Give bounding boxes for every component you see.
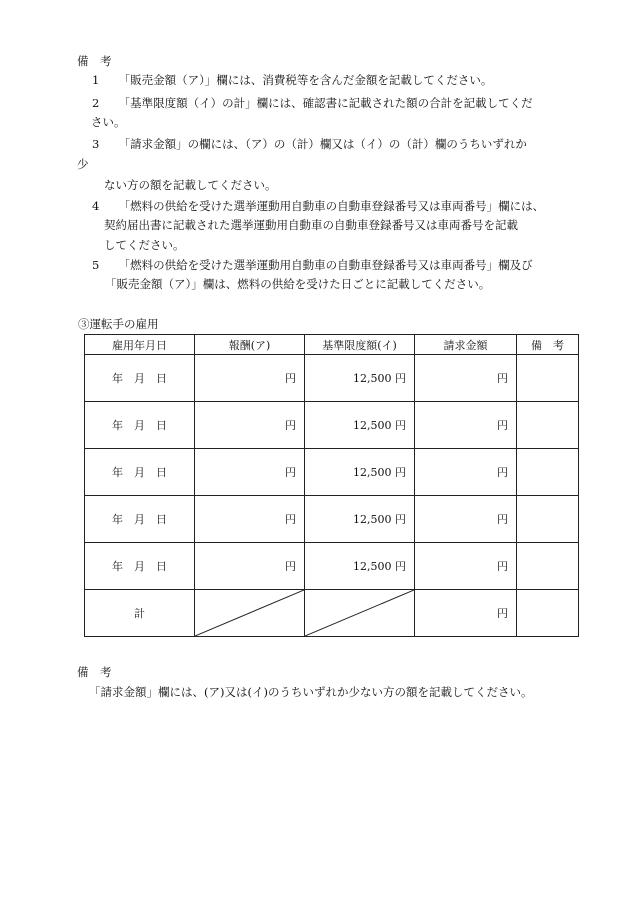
note-item-1 (92, 71, 492, 90)
note-item-2 (92, 94, 533, 113)
header-pay: 報酬(ア) (195, 335, 305, 355)
cell-limit: 12,500 円 (305, 496, 415, 543)
table-row (85, 355, 579, 402)
cell-total-note[interactable] (517, 590, 579, 637)
table-row (85, 543, 579, 590)
notes2-text: 「請求金額」欄には、(ア)又は(イ)のうちいずれか少ない方の額を記載してください。 (89, 685, 533, 699)
notes2-heading: 備 考 (77, 665, 112, 679)
table-header-row (85, 335, 579, 355)
header-request: 請求金額 (415, 335, 517, 355)
cell-total-request[interactable]: 円 (415, 590, 517, 637)
cell-note[interactable] (517, 355, 579, 402)
note-text-continued: さい。 (91, 115, 126, 129)
note-text-continued: 「販売金額（ア）」欄は、燃料の供給を受けた日ごとに記載してください。 (105, 277, 491, 291)
cell-total-limit-blank (305, 590, 415, 637)
note-item-3 (92, 135, 527, 154)
header-employment-date: 雇用年月日 (85, 335, 195, 355)
note-number: 5 (92, 258, 100, 272)
driver-employment-table (84, 334, 579, 637)
cell-date[interactable]: 年 月 日 (85, 496, 195, 543)
cell-date[interactable]: 年 月 日 (85, 543, 195, 590)
note-text-continued: ない方の額を記載してください。 (104, 178, 277, 192)
notes-heading: 備 考 (77, 54, 112, 68)
note-text: 「燃料の供給を受けた選挙運動用自動車の自動車登録番号又は車両番号」欄には、 (118, 199, 545, 213)
table-row (85, 402, 579, 449)
note-text-continued: 少 (77, 157, 89, 171)
diagonal-strike (195, 590, 304, 636)
cell-pay[interactable]: 円 (195, 355, 305, 402)
cell-pay[interactable]: 円 (195, 543, 305, 590)
cell-request[interactable]: 円 (415, 496, 517, 543)
cell-note[interactable] (517, 402, 579, 449)
cell-pay[interactable]: 円 (195, 402, 305, 449)
cell-date[interactable]: 年 月 日 (85, 355, 195, 402)
cell-request[interactable]: 円 (415, 402, 517, 449)
cell-total-pay-blank (195, 590, 305, 637)
cell-note[interactable] (517, 543, 579, 590)
note-number: 1 (92, 73, 100, 87)
note-text: 「販売金額（ア）」欄には、消費税等を含んだ金額を記載してください。 (118, 73, 493, 87)
note-text-continued: 契約届出書に記載された選挙運動用自動車の自動車登録番号又は車両番号を記載 (104, 218, 518, 232)
note-number: 3 (92, 137, 100, 151)
note-text: 「基準限度額（イ）の計」欄には、確認書に記載された額の合計を記載してくだ (118, 96, 533, 110)
cell-date[interactable]: 年 月 日 (85, 402, 195, 449)
cell-pay[interactable]: 円 (195, 496, 305, 543)
cell-limit: 12,500 円 (305, 543, 415, 590)
table-total-row (85, 590, 579, 637)
section-title: ③運転手の雇用 (78, 317, 159, 331)
note-text: 「請求金額」の欄には、（ア）の（計）欄又は（イ）の（計）欄のうちいずれか (118, 137, 527, 151)
cell-note[interactable] (517, 496, 579, 543)
cell-limit: 12,500 円 (305, 355, 415, 402)
cell-request[interactable]: 円 (415, 543, 517, 590)
table-row (85, 449, 579, 496)
cell-limit: 12,500 円 (305, 402, 415, 449)
note-item-5 (92, 256, 533, 275)
cell-note[interactable] (517, 449, 579, 496)
cell-request[interactable]: 円 (415, 449, 517, 496)
header-limit: 基準限度額(イ) (305, 335, 415, 355)
cell-pay[interactable]: 円 (195, 449, 305, 496)
header-note: 備 考 (517, 335, 579, 355)
diagonal-strike (305, 590, 414, 636)
table-row (85, 496, 579, 543)
note-number: 2 (92, 96, 100, 110)
note-item-4 (92, 197, 544, 216)
note-text: 「燃料の供給を受けた選挙運動用自動車の自動車登録番号又は車両番号」欄及び (118, 258, 533, 272)
note-text-continued: してください。 (104, 238, 185, 252)
cell-limit: 12,500 円 (305, 449, 415, 496)
cell-date[interactable]: 年 月 日 (85, 449, 195, 496)
cell-request[interactable]: 円 (415, 355, 517, 402)
cell-total-label: 計 (85, 590, 195, 637)
note-number: 4 (92, 199, 100, 213)
